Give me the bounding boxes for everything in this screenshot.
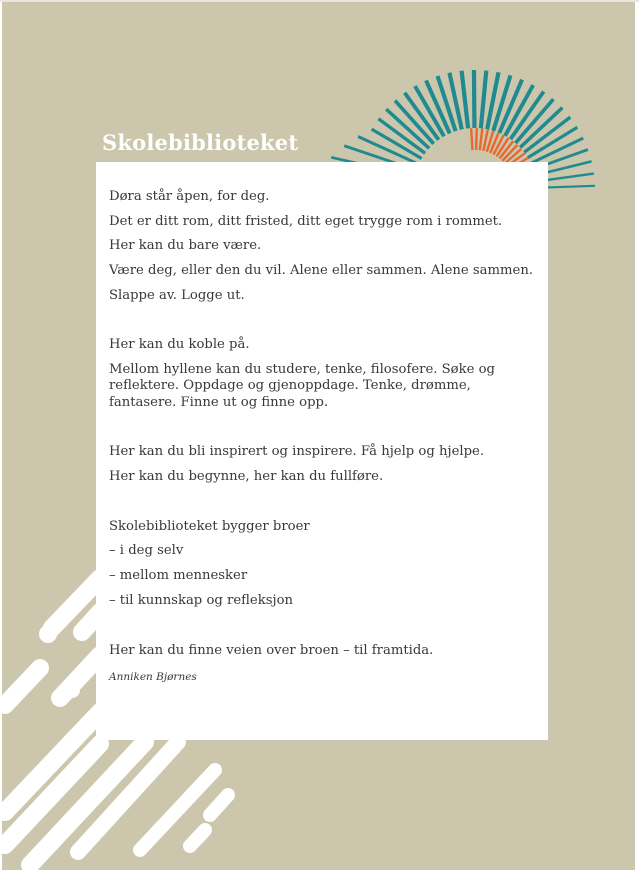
text-line: Være deg, eller den du vil. Alene eller sammen. Alene sammen. <box>109 263 534 279</box>
text-line: Her kan du koble på. <box>109 337 250 353</box>
text-line: Her kan du bli inspirert og inspirere. Få hjelp og hjelpe. <box>109 444 485 460</box>
text-line: Døra står åpen, for deg. <box>109 189 270 204</box>
text-line: Her kan du finne veien over broen – til framtida. <box>109 642 434 658</box>
page-title: Skolebiblioteket <box>102 130 299 155</box>
text-line: Slappe av. Logge ut. <box>109 287 245 303</box>
text-line: Her kan du bare være. <box>109 238 262 254</box>
poem-body <box>109 189 539 685</box>
text-line: Det er ditt rom, ditt fristed, ditt eget trygge rom i rommet. <box>109 213 503 229</box>
text-paragraph: Mellom hyllene kan du studere, tenke, filosofere. Søke og reflektere. Oppdage og gjenoppdage. Tenke, drømme, fantasere. Finne ut og finne opp. <box>109 362 495 410</box>
author-signature: Anniken Bjørnes <box>109 670 197 683</box>
text-line: Her kan du begynne, her kan du fullføre. <box>109 469 384 485</box>
list-item: – i deg selv <box>109 543 184 559</box>
list-item: – mellom mennesker <box>109 568 248 584</box>
text-line: Skolebiblioteket bygger broer <box>109 518 310 534</box>
list-item: – til kunnskap og refleksjon <box>109 592 294 608</box>
